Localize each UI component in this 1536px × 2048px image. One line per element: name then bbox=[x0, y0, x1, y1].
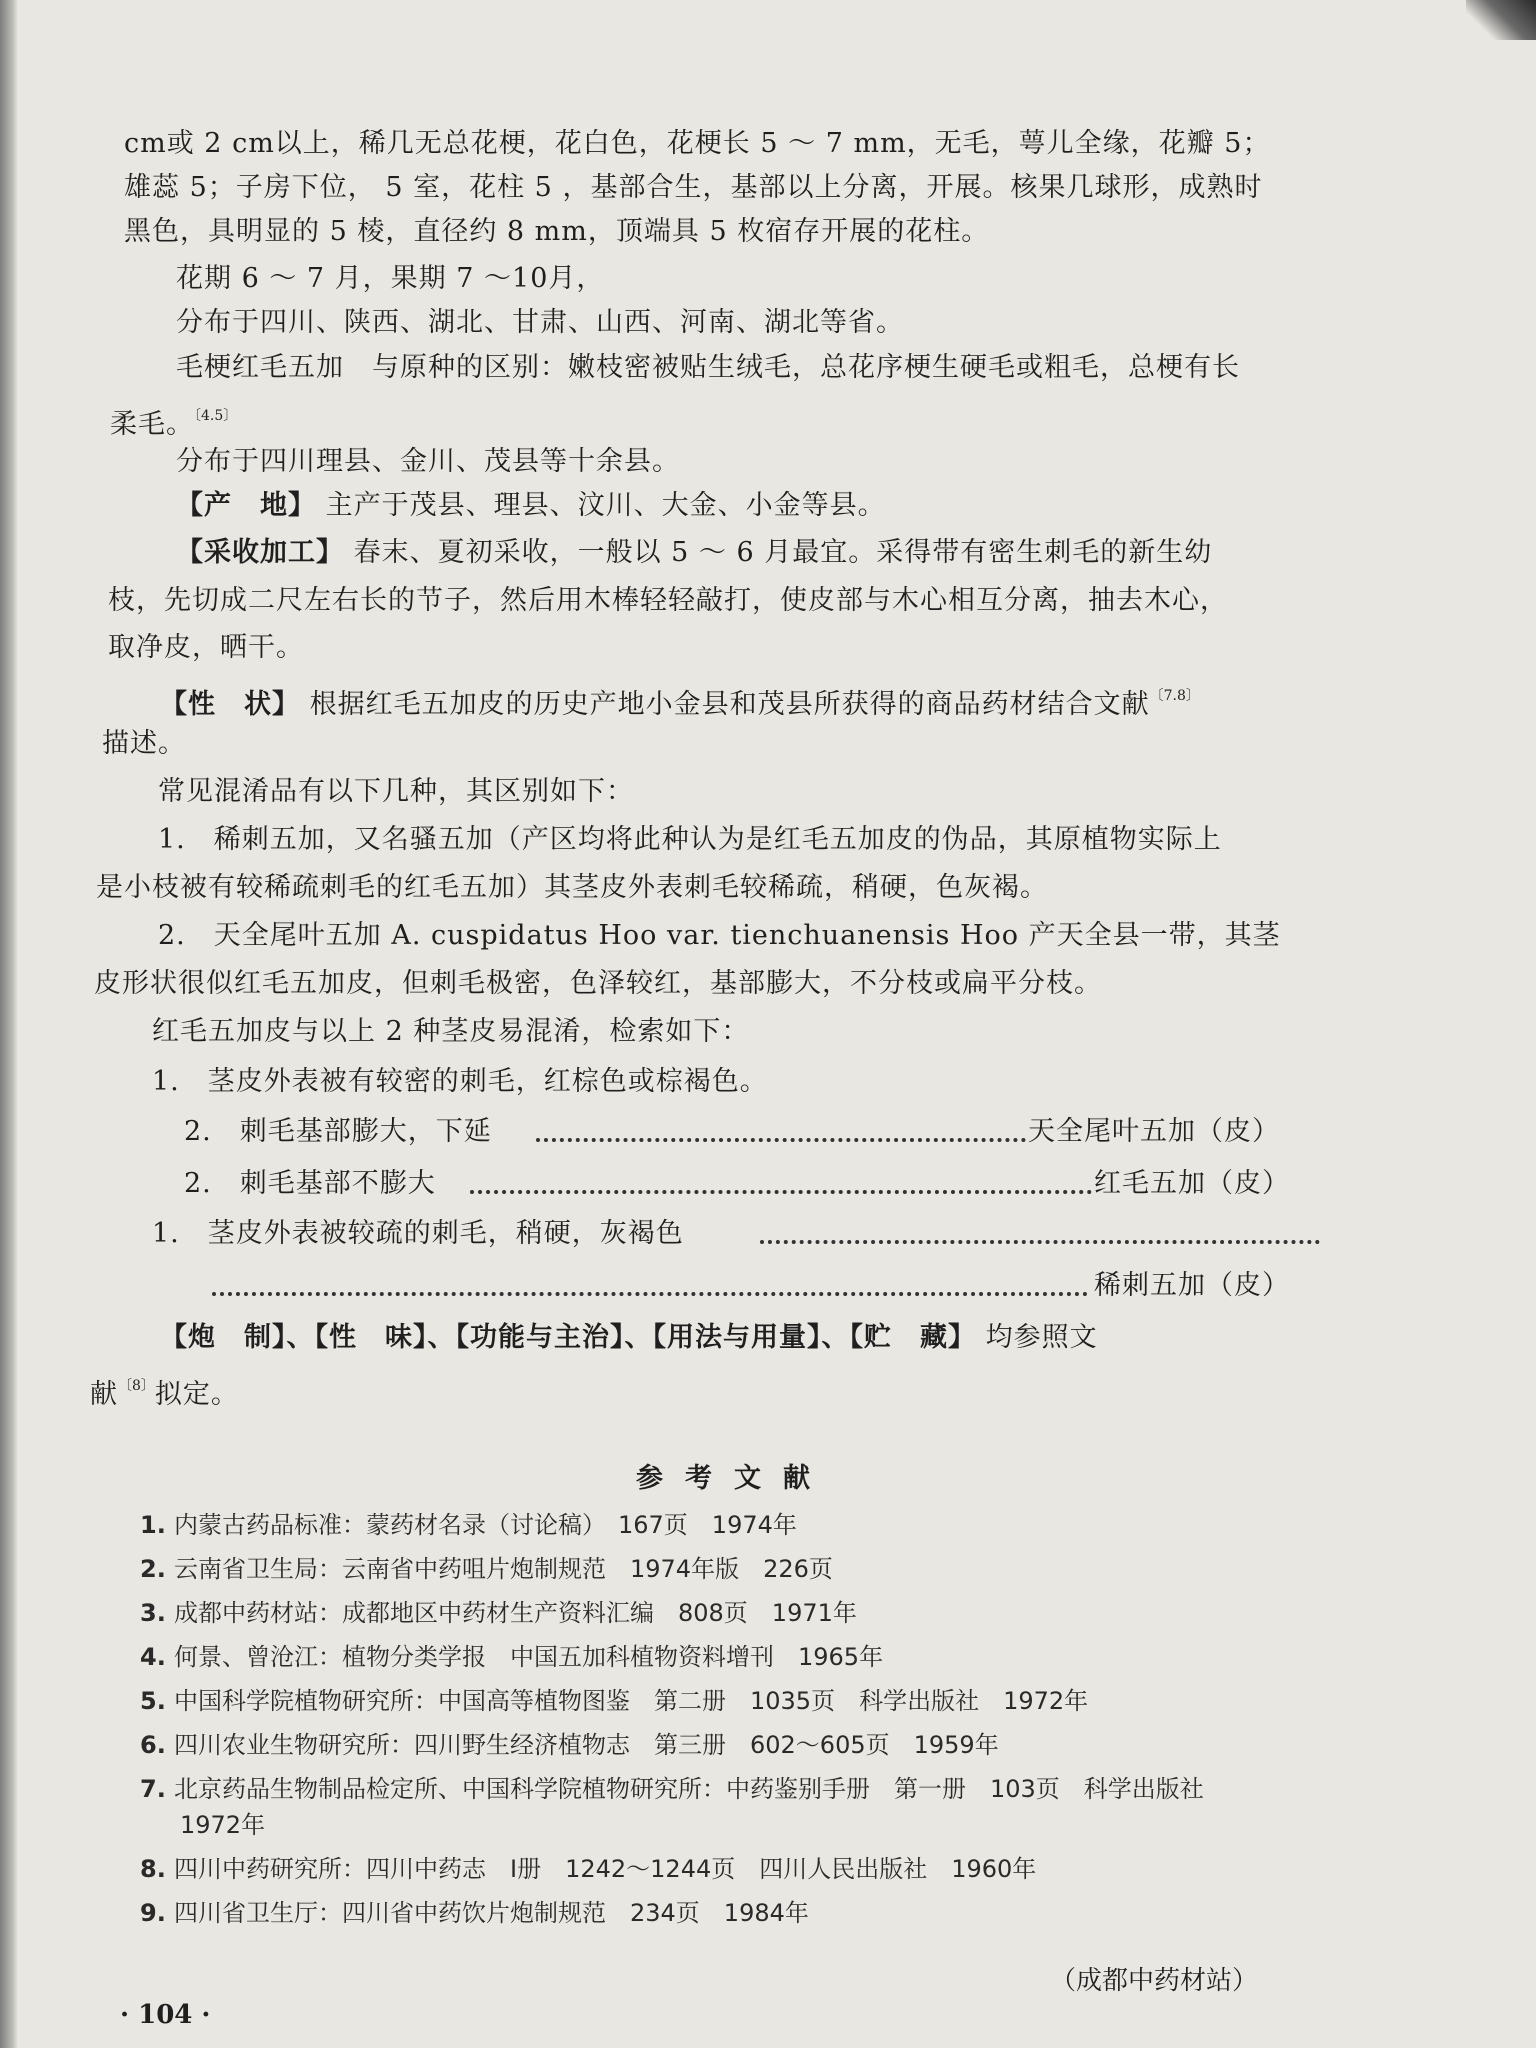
section-paozhi bbox=[160, 1322, 1098, 1354]
body-text: 拟定。 bbox=[154, 1379, 239, 1410]
reference-text: 中国科学院植物研究所：中国高等植物图鉴 第二册 1035页 科学出版社 1972年 bbox=[174, 1687, 1089, 1715]
body-line: 毛梗红毛五加 与原种的区别：嫩枝密被贴生绒毛，总花序梗生硬毛或粗毛，总梗有长 bbox=[176, 352, 1240, 383]
reference-text: 成都中药材站：成都地区中药材生产资料汇编 808页 1971年 bbox=[174, 1599, 857, 1627]
reference-number: 2. bbox=[140, 1555, 166, 1583]
page-number: · 104 · bbox=[120, 2000, 211, 2030]
reference-text: 云南省卫生局：云南省中药咀片炮制规范 1974年版 226页 bbox=[174, 1555, 833, 1583]
leader-dots bbox=[760, 1240, 1320, 1244]
body-line: 1. 稀刺五加，又名骚五加（产区均将此种认为是红毛五加皮的伪品，其原植物实际上 bbox=[158, 824, 1222, 855]
reference-text: 四川省卫生厅：四川省中药饮片炮制规范 234页 1984年 bbox=[174, 1899, 809, 1927]
key-item: 2. 刺毛基部膨大，下延 bbox=[184, 1116, 492, 1147]
body-line: cm或 2 cm以上，稀几无总花梗，花白色，花梗长 5 ～ 7 mm，无毛，萼儿全缘，花瓣 5； bbox=[124, 128, 1271, 159]
reference-number: 8. bbox=[140, 1855, 166, 1883]
reference-item bbox=[140, 1554, 833, 1584]
source-attribution: （成都中药材站） bbox=[1050, 1966, 1259, 1996]
body-line: 黑色，具明显的 5 棱，直径约 8 mm，顶端具 5 枚宿存开展的花柱。 bbox=[124, 216, 990, 247]
reference-text: 1972年 bbox=[180, 1811, 266, 1839]
section-xingzhuang bbox=[160, 680, 1200, 721]
body-line: 枝，先切成二尺左右长的节子，然后用木棒轻轻敲打，使皮部与木心相互分离，抽去木心， bbox=[108, 585, 1228, 616]
leader-dots bbox=[212, 1292, 1088, 1296]
body-line: 描述。 bbox=[102, 728, 186, 759]
key-result: 天全尾叶五加（皮） bbox=[1028, 1116, 1280, 1147]
body-line bbox=[90, 1370, 239, 1411]
reference-item bbox=[140, 1686, 1088, 1716]
reference-item bbox=[140, 1774, 1204, 1804]
section-text: 均参照文 bbox=[985, 1322, 1098, 1353]
key-result: 稀刺五加（皮） bbox=[1094, 1270, 1290, 1301]
body-line: 分布于四川理县、金川、茂县等十余县。 bbox=[176, 446, 680, 477]
reference-number: 6. bbox=[140, 1731, 166, 1759]
section-label: 【炮 制】、【性 味】、【功能与主治】、【用法与用量】、【贮 藏】 bbox=[160, 1322, 976, 1353]
reference-text: 北京药品生物制品检定所、中国科学院植物研究所：中药鉴别手册 第一册 103页 科学出版社 bbox=[174, 1775, 1204, 1803]
key-item: 1. 茎皮外表被有较密的刺毛，红棕色或棕褐色。 bbox=[152, 1066, 768, 1097]
key-item: 2. 刺毛基部不膨大 bbox=[184, 1168, 436, 1199]
leader-dots bbox=[536, 1138, 1026, 1142]
key-result: 红毛五加（皮） bbox=[1094, 1168, 1290, 1199]
section-label: 【产 地】 bbox=[176, 490, 316, 521]
body-line: 花期 6 ～ 7 月，果期 7 ～10月， bbox=[176, 263, 605, 294]
section-chandi bbox=[176, 490, 886, 522]
reference-item bbox=[180, 1810, 265, 1840]
reference-item bbox=[140, 1510, 797, 1540]
key-item: 1. 茎皮外表被较疏的刺毛，稍硬，灰褐色 bbox=[152, 1218, 684, 1249]
reference-item bbox=[140, 1898, 809, 1928]
section-text: 主产于茂县、理县、汶川、大金、小金等县。 bbox=[325, 490, 886, 521]
leader-dots bbox=[470, 1190, 1092, 1194]
reference-text: 内蒙古药品标准：蒙药材名录（讨论稿） 167页 1974年 bbox=[174, 1511, 797, 1539]
citation-superscript: 〔4.5〕 bbox=[194, 408, 238, 424]
section-text: 根据红毛五加皮的历史产地小金县和茂县所获得的商品药材结合文献 bbox=[309, 689, 1150, 720]
body-line: 是小枝被有较稀疏刺毛的红毛五加）其茎皮外表刺毛较稀疏，稍硬，色灰褐。 bbox=[96, 872, 1048, 903]
body-line: 取净皮，晒干。 bbox=[108, 632, 304, 663]
reference-number: 5. bbox=[140, 1687, 166, 1715]
references-title: 参考文献 bbox=[636, 1463, 832, 1494]
body-text: 柔毛。 bbox=[110, 409, 194, 440]
body-line: 分布于四川、陕西、湖北、甘肃、山西、河南、湖北等省。 bbox=[176, 307, 904, 338]
reference-text: 四川中药研究所：四川中药志 Ⅰ册 1242～1244页 四川人民出版社 1960年 bbox=[174, 1855, 1037, 1883]
body-line: 常见混淆品有以下几种，其区别如下： bbox=[158, 776, 634, 807]
reference-number: 9. bbox=[140, 1899, 166, 1927]
body-text: 献 bbox=[90, 1379, 118, 1410]
reference-number: 4. bbox=[140, 1643, 166, 1671]
reference-number: 1. bbox=[140, 1511, 166, 1539]
reference-number: 3. bbox=[140, 1599, 166, 1627]
citation-superscript: 〔7.8〕 bbox=[1149, 688, 1200, 704]
reference-item bbox=[140, 1598, 857, 1628]
body-line: 2. 天全尾叶五加 A. cuspidatus Hoo var. tienchuanensis Hoo 产天全县一带，其茎 bbox=[158, 920, 1281, 951]
reference-item bbox=[140, 1730, 999, 1760]
reference-item bbox=[140, 1854, 1036, 1884]
section-text: 春末、夏初采收，一般以 5 ～ 6 月最宜。采得带有密生刺毛的新生幼 bbox=[353, 537, 1213, 568]
body-line: 皮形状很似红毛五加皮，但刺毛极密，色泽较红，基部膨大，不分枝或扁平分枝。 bbox=[94, 968, 1102, 999]
reference-item bbox=[140, 1642, 883, 1672]
section-label: 【采收加工】 bbox=[176, 537, 344, 568]
body-line: 雄蕊 5；子房下位， 5 室，花柱 5 ，基部合生，基部以上分离，开展。核果几球形，成熟时 bbox=[124, 172, 1263, 203]
reference-text: 何景、曾沧江：植物分类学报 中国五加科植物资料增刊 1965年 bbox=[174, 1643, 884, 1671]
section-caishou bbox=[176, 537, 1212, 569]
section-label: 【性 状】 bbox=[160, 689, 300, 720]
body-line bbox=[110, 400, 237, 441]
citation-superscript: 〔8〕 bbox=[118, 1378, 155, 1394]
body-line: 红毛五加皮与以上 2 种茎皮易混淆，检索如下： bbox=[152, 1016, 750, 1047]
reference-number: 7. bbox=[140, 1775, 166, 1803]
reference-text: 四川农业生物研究所：四川野生经济植物志 第三册 602～605页 1959年 bbox=[174, 1731, 999, 1759]
